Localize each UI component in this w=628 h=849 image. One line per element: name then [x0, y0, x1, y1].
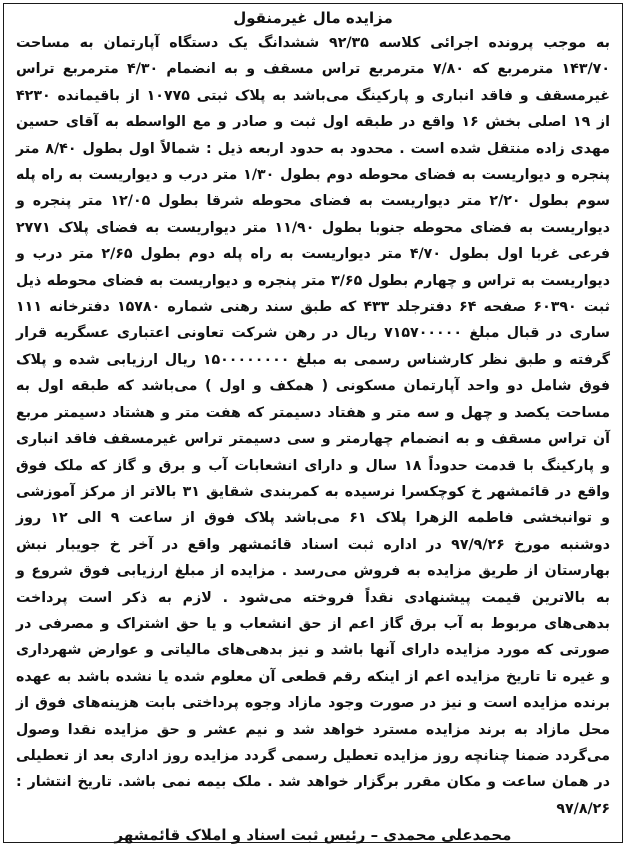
notice-title: مزایده مال غیرمنقول: [233, 9, 393, 27]
notice-signature: محمدعلی محمدی – رئیس ثبت اسناد و املاک قائمشهر: [114, 826, 512, 845]
notice-body: به موجب پرونده اجرائی کلاسه ۹۲/۳۵ ششدانگ یک دستگاه آپارتمان به مساحت ۱۴۳/۷۰ مترمربع که ۷/۸۰ مترمربع تراس مسقف و به انضمام ۴/۳۰ مترمربع تراس غیرمسقف و فاقد انباری و پارکینگ می‌باشد به پلاک ثبتی ۱۰۷۷۵ از باقیمانده ۴۲۳۰ از ۱۹ اصلی بخش ۱۶ واقع در طبقه اول ثبت و صادر و مع الواسطه به آقای حسین مهدی زاده منتقل شده است . محدود به حدود اربعه ذیل : شمالاً اول بطول ۸/۴۰ متر پنجره و دیواریست به فضای محوطه دوم بطول ۱/۳۰ متر درب و دیواریست به راه پله سوم بطول ۲/۲۰ متر دیواریست به فضای محوطه شرقا بطول ۱۲/۰۵ متر پنجره و دیواریست به فضای محوطه جنوبا بطول ۱۱/۹۰ متر دیواریست به فضای پلاک ۲۷۷۱ فرعی غربا اول بطول ۴/۷۰ متر دیواریست به راه پله دوم بطول ۲/۶۵ متر درب و دیواریست به تراس و چهارم بطول ۳/۶۵ متر پنجره و دیواریست به فضای محوطه ذیل ثبت ۶۰۳۹۰ صفحه ۶۴ دفترجلد ۴۳۳ که طبق سند رهنی شماره ۱۵۷۸۰ دفترخانه ۱۱۱ ساری در قبال مبلغ ۷۱۵۷۰۰۰۰۰ ریال در رهن شرکت تعاونی اعتباری عسگریه قرار گرفته و طبق نظر کارشناس رسمی به مبلغ ۱۵۰۰۰۰۰۰۰۰ ریال ارزیابی شده و پلاک فوق شامل دو واحد آپارتمان مسکونی ( همکف و اول ) می‌باشد که طبقه اول به مساحت یکصد و چهل و سه متر و هفتاد دسیمتر که هفت متر و هشتاد دسیمتر مربع آن تراس مسقف و به انضمام چهارمتر و سی دسیمتر تراس غیرمسقف فاقد انباری و پارکینگ با قدمت حدوداً ۱۸ سال و دارای انشعابات آب و برق و گاز که ملک فوق واقع در قائمشهر خ کوچکسرا نرسیده به کمربندی شقایق ۳۱ بالاتر از مرکز آموزشی و توانبخشی فاطمه الزهرا پلاک ۶۱ می‌باشد پلاک فوق از ساعت ۹ الی ۱۲ روز دوشنبه مورخ ۹۷/۹/۲۶ در اداره ثبت اسناد قائمشهر واقع در آخر خ جویبار نبش بهارستان از طریق مزایده به فروش می‌رسد . مزایده از مبلغ ارزیابی فوق شروع و به بالاترین قیمت پیشنهادی نقداً فروخته می‌شود . لازم به ذکر است پرداخت بدهی‌های مربوط به آب برق گاز اعم از حق انشعاب و یا حق اشتراک و مصرفی در صورتی که مورد مزایده دارای آنها باشد و نیز بدهی‌های مالیاتی و عوارض شهرداری و غیره تا تاریخ مزایده اعم از اینکه رقم قطعی آن معلوم شده یا نشده باشد به عهده برنده مزایده است و نیز در صورت وجود مازاد وجوه پرداختی بابت هزینه‌های فوق از محل مازاد به برند مزایده مسترد خواهد شد و نیم عشر و حق مزایده نقدا وصول می‌گردد ضمنا چنانچه روز مزایده تعطیل رسمی گردد مزایده روز اداری بعد از تعطیلی در همان ساعت و مکان مقرر برگزار خواهد شد . ملک بیمه نمی باشد. تاریخ انتشار : ۹۷/۸/۲۶: [16, 35, 611, 817]
auction-notice: [3, 3, 623, 843]
